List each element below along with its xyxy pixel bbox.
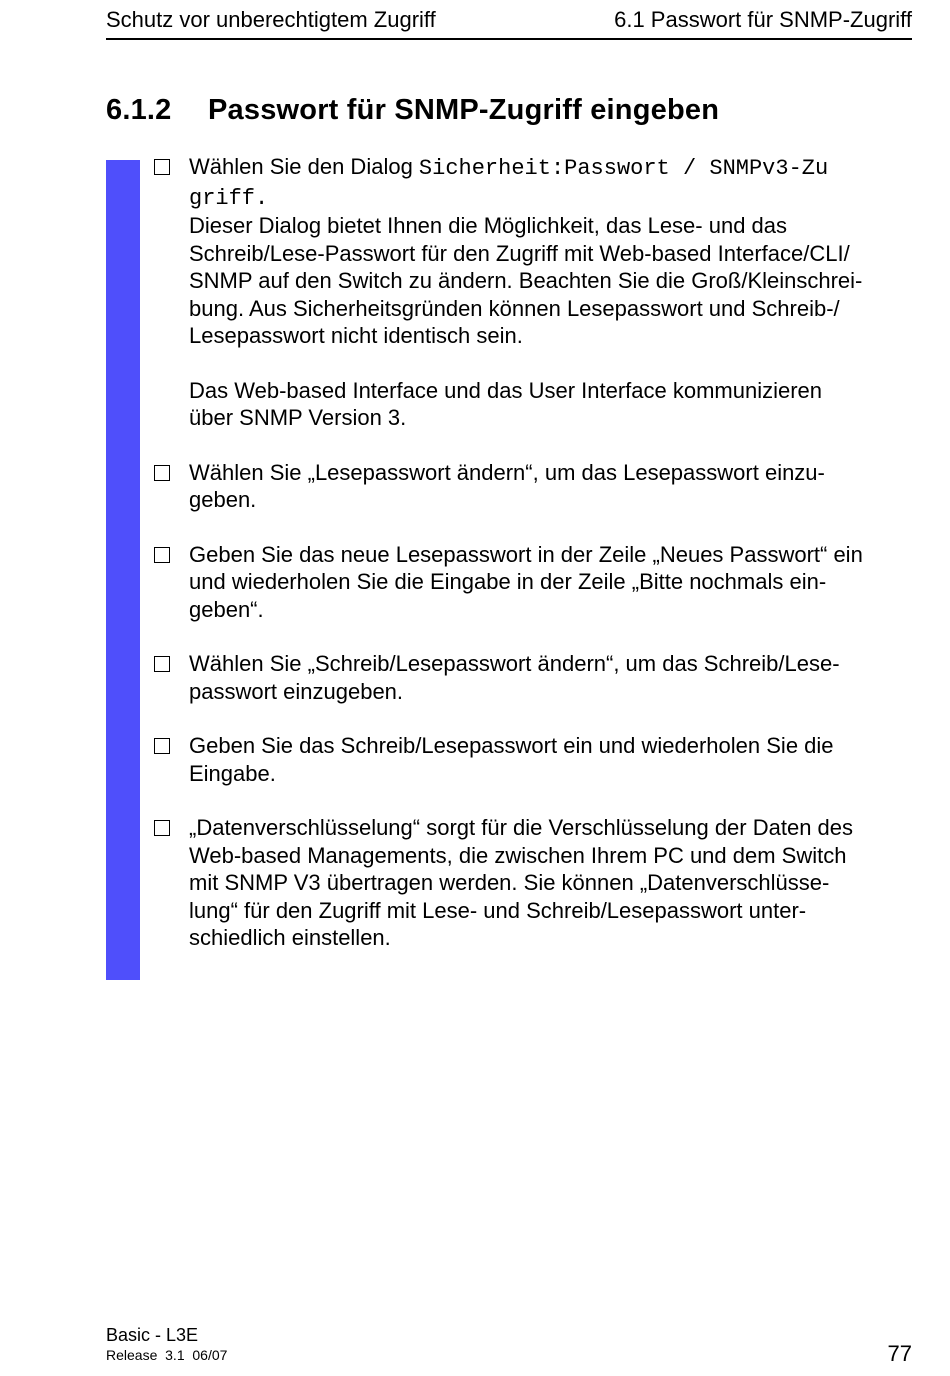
header-rule [106,38,912,40]
page-number: 77 [887,1341,912,1366]
side-bar [106,160,140,980]
menu-path-continued: griff. [189,185,269,211]
checkbox-icon [154,656,170,672]
footer-release: Release 3.1 06/07 [106,1347,228,1363]
checkbox-icon [154,820,170,836]
checkbox-icon [154,547,170,563]
step-text: Wählen Sie den Dialog Sicherheit:Passwort / SNMPv3-Zu griff. Dieser Dialog bietet Ihnen die Möglichkeit, das Lese- und das Schreib/Lese-Passwort für den Zugriff mit Web-based Interface/CLI/ SNMP auf den Switch zu ändern. Beachten Sie die Groß/Kleinschrei- bung. Aus Sicherheitsgründen können Lesepasswort und Schreib-/ Lesepasswort nicht identisch sein. [189,154,863,348]
section-number: 6.1.2 [106,94,172,126]
menu-path: Sicherheit:Passwort / SNMPv3-Zu [418,156,829,181]
step-item [152,732,922,787]
checkbox-icon [154,159,170,175]
step-item [152,459,922,514]
section-title-text: Passwort für SNMP-Zugriff eingeben [208,94,720,126]
step-text: Wählen Sie „Lesepasswort ändern“, um das Lesepasswort einzu- geben. [189,459,825,512]
step-item [152,541,922,624]
step-text: Geben Sie das neue Lesepasswort in der Zeile „Neues Passwort“ ein und wiederholen Sie die Eingabe in der Zeile „Bitte nochmals ein- geben“. [189,541,863,622]
step-item [152,650,922,705]
checkbox-icon [154,465,170,481]
step-text: Wählen Sie „Schreib/Lesepasswort ändern“, um das Schreib/Lese- passwort einzugeben. [189,651,840,704]
step-text: Geben Sie das Schreib/Lesepasswort ein und wiederholen Sie die Eingabe. [189,733,834,786]
page-header-right: 6.1 Passwort für SNMP-Zugriff [614,7,912,32]
step-list [152,153,922,979]
page-header-left: Schutz vor unberechtigtem Zugriff [106,7,436,32]
section-title [106,94,719,127]
step-note: Das Web-based Interface und das User Interface kommunizieren über SNMP Version 3. [189,377,823,430]
step-text: „Datenverschlüsselung“ sorgt für die Verschlüsselung der Daten des Web-based Managements, die zwischen Ihrem PC und dem Switch mit SNMP V3 übertragen werden. Sie können „Datenverschlüsse- lung“ für den Zugriff mit Lese- und Schreib/Lesepasswort unter- schiedlich einstellen. [189,815,854,950]
step-item [152,153,922,432]
step-item [152,814,922,952]
footer-product: Basic - L3E [106,1325,199,1345]
checkbox-icon [154,738,170,754]
